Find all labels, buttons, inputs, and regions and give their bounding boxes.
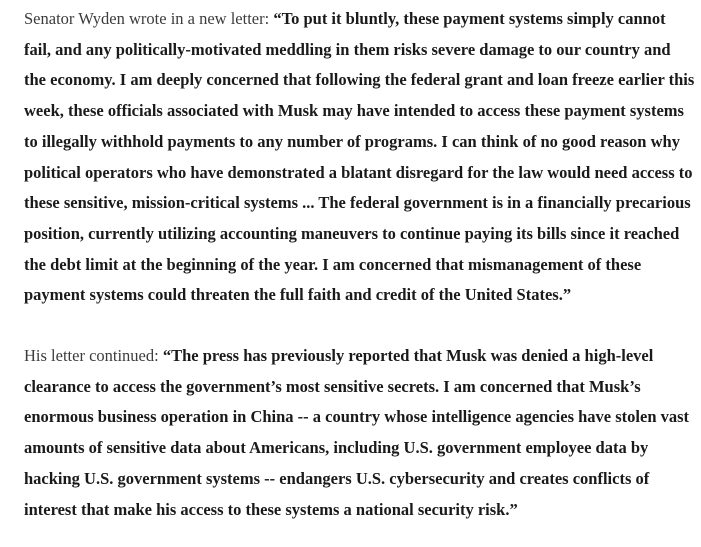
paragraph-lead-text: His letter continued: (24, 346, 163, 366)
article-body (24, 4, 696, 525)
paragraph-lead-text: Senator Wyden wrote in a new letter: (24, 9, 274, 28)
paragraph-wyden-letter (24, 4, 696, 311)
paragraph-letter-continued (24, 341, 696, 525)
paragraph-quote-text: “To put it bluntly, these payment systems simply cannot fail, and any politically-motivated meddling in them risks severe damage to our country and the economy. I am deeply concerned that following the federal grant and loan freeze earlier this week, these officials associated with Musk may have intended to access these payment systems to illegally withhold payments to any number of programs. I can think of no good reason why political operators who have demonstrated a blatant disregard for the law would need access to these sensitive, mission-critical systems ... The federal government is in a financially precarious position, currently utilizing accounting maneuvers to continue paying its bills since it reached the debt limit at the beginning of the year. I am concerned that mismanagement of these payment systems could threaten the full faith and credit of the United States.” (24, 9, 695, 305)
paragraph-quote-text: “The press has previously reported that Musk was denied a high-level clearance to access the government’s most sensitive secrets. I am concerned that Musk’s enormous business operation in China -- a country whose intelligence agencies have stolen vast amounts of sensitive data about Americans, including U.S. government employee data by hacking U.S. government systems -- endangers U.S. cybersecurity and creates conflicts of interest that make his access to these systems a national security risk.” (24, 346, 690, 519)
